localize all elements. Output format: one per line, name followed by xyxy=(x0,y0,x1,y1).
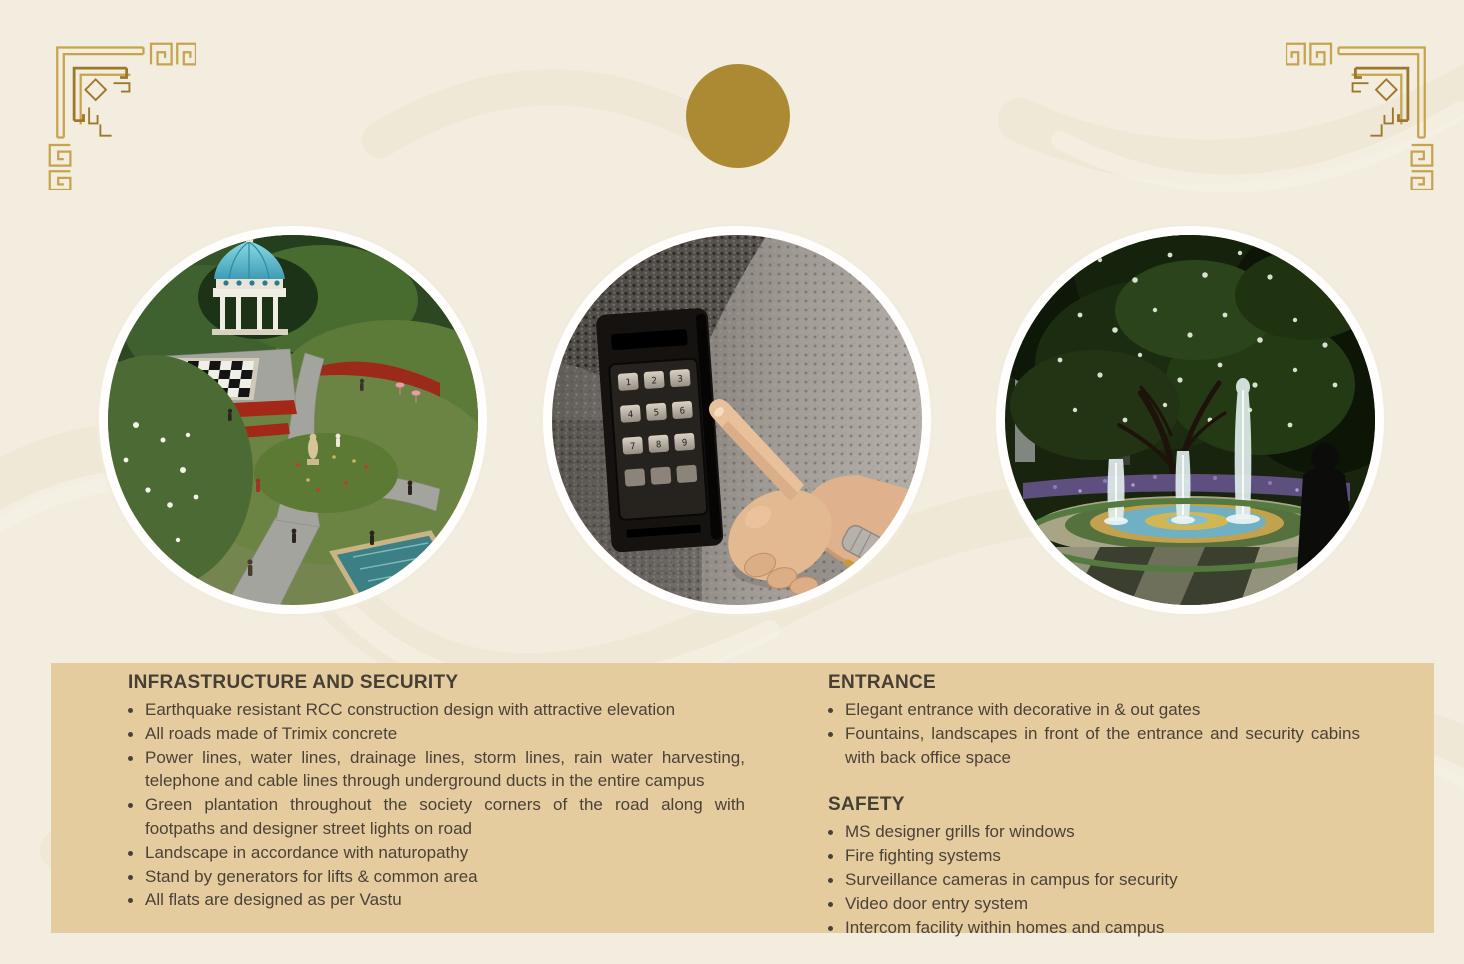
list-item: Fire fighting systems xyxy=(828,844,1363,868)
gold-dot xyxy=(686,64,790,168)
list-item: Surveillance cameras in campus for security xyxy=(828,868,1363,892)
bullet-icon xyxy=(128,803,133,808)
bullet-icon xyxy=(128,851,133,856)
infrastructure-section xyxy=(128,670,748,912)
infrastructure-list xyxy=(128,698,748,912)
list-item: Fountains, landscapes in front of the entrance and security cabins with back office space xyxy=(828,722,1363,770)
bullet-icon xyxy=(828,708,833,713)
garden-illustration xyxy=(108,235,478,605)
list-item: MS designer grills for windows xyxy=(828,820,1363,844)
keypad-key: 4 xyxy=(627,409,634,421)
bullet-icon xyxy=(128,756,133,761)
list-item: All roads made of Trimix concrete xyxy=(128,722,748,746)
list-item: All flats are designed as per Vastu xyxy=(128,888,748,912)
bullet-icon xyxy=(828,878,833,883)
keypad-key: 8 xyxy=(655,440,662,451)
entrance-section xyxy=(828,670,1363,769)
photo-entrance-fountain xyxy=(1005,235,1375,605)
entrance-list xyxy=(828,698,1363,769)
safety-title: SAFETY xyxy=(828,794,905,816)
list-item: Landscape in accordance with naturopathy xyxy=(128,841,748,865)
keypad-key: 5 xyxy=(653,408,660,419)
bullet-icon xyxy=(128,875,133,880)
keypad-key: 1 xyxy=(625,378,632,389)
entrance-title: ENTRANCE xyxy=(828,672,936,693)
infrastructure-title: INFRASTRUCTURE AND SECURITY xyxy=(128,672,459,693)
list-item: Intercom facility within homes and campus xyxy=(828,916,1363,940)
bullet-icon xyxy=(828,732,833,737)
bullet-icon xyxy=(128,708,133,713)
list-item: Earthquake resistant RCC construction design with attractive elevation xyxy=(128,698,748,722)
keypad-key: 7 xyxy=(629,441,636,453)
safety-section xyxy=(828,792,1363,939)
list-item: Green plantation throughout the society corners of the road along with footpaths and designer street lights on road xyxy=(128,793,748,841)
keypad-key: 6 xyxy=(679,406,686,417)
bullet-icon xyxy=(828,830,833,835)
photo-security-keypad xyxy=(552,235,922,605)
info-panel xyxy=(51,663,1434,937)
bullet-icon xyxy=(828,926,833,931)
keypad-key: 2 xyxy=(651,376,658,387)
keypad-key: 9 xyxy=(681,438,688,449)
list-item: Video door entry system xyxy=(828,892,1363,916)
list-item: Elegant entrance with decorative in & out gates xyxy=(828,698,1363,722)
bullet-icon xyxy=(828,854,833,859)
list-item: Stand by generators for lifts & common area xyxy=(128,865,748,889)
corner-ornament-left xyxy=(46,40,196,190)
safety-list xyxy=(828,820,1363,939)
list-item: Power lines, water lines, drainage lines, storm lines, rain water harvesting, telephone and cable lines through underground ducts in the entire campus xyxy=(128,746,748,794)
keypad-key: 3 xyxy=(677,374,684,385)
keypad-illustration xyxy=(552,235,922,605)
entrance-safety-column xyxy=(828,670,1363,939)
fountain-illustration xyxy=(1005,235,1375,605)
bullet-icon xyxy=(128,898,133,903)
photo-garden-aerial xyxy=(108,235,478,605)
bullet-icon xyxy=(128,732,133,737)
bullet-icon xyxy=(828,902,833,907)
corner-ornament-right xyxy=(1286,40,1436,190)
